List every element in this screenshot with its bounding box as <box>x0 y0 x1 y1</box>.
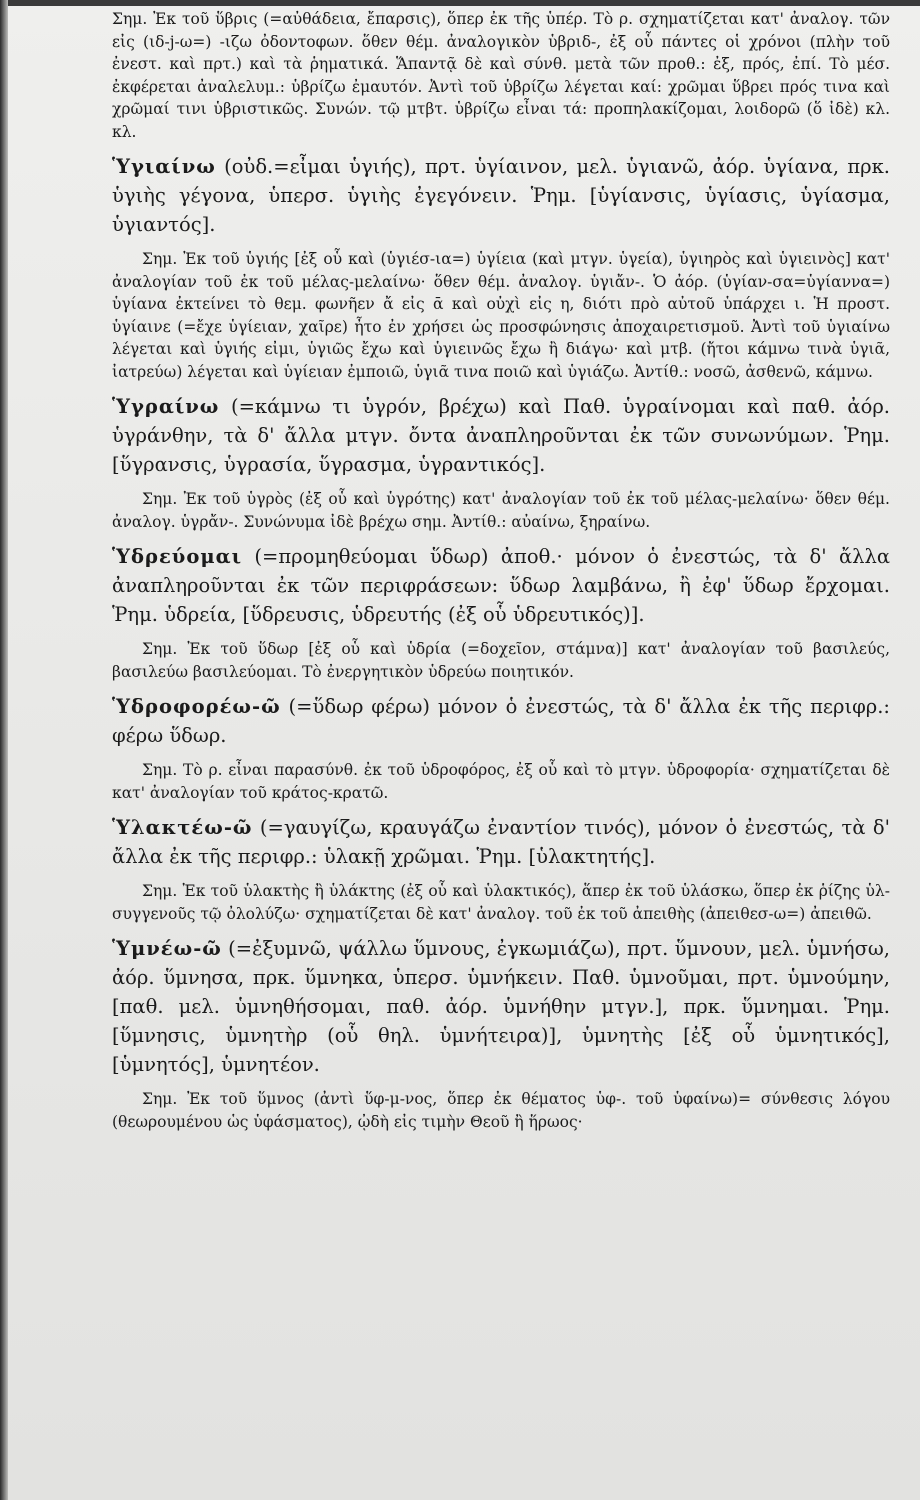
note-hydrophoreo: Σημ. Τὸ ρ. εἶναι παρασύνθ. ἐκ τοῦ ὑδροφόρος, ἐξ οὗ καὶ τὸ μτγν. ὑδροφορία· σχηματίζεται δὲ κατ' ἀναλογίαν τοῦ κράτος-κρατῶ. <box>112 761 890 802</box>
entry-hydrophoreo: Ὑδροφορέω-ῶ (=ὕδωρ φέρω) μόνον ὁ ἐνεστώς, τὰ δ' ἄλλα ἐκ τῆς περιφρ.: φέρω ὕδωρ. <box>112 695 890 747</box>
entry-hydreuomai: Ὑδρεύομαι (=προμηθεύομαι ὕδωρ) ἀποθ.· μόνον ὁ ἐνεστώς, τὰ δ' ἄλλα ἀναπληροῦνται ἐκ τῶν περιφράσεων: ὕδωρ λαμβάνω, ἢ ἐφ' ὕδωρ ἔρχομαι. Ῥημ. ὑδρεία, [ὕδρευσις, ὑδρευτής (ἐξ οὗ ὑδρευτικός)]. <box>112 545 890 626</box>
headword: Ὑδροφορέω-ῶ <box>112 695 281 718</box>
note-hybrizo: Σημ. Ἐκ τοῦ ὕβρις (=αὐθάδεια, ἔπαρσις), ὅπερ ἐκ τῆς ὑπέρ. Τὸ ρ. σχηματίζεται κατ' ἀναλογ. τῶν εἰς (ιδ-j-ω=) -ιζω ὀδοντοφων. ὅθεν θέμ. ἀναλογικὸν ὑβριδ-, ἐξ οὗ πάντες οἱ χρόνοι (πλὴν τοῦ ἐνεστ. καὶ πρτ.) καὶ τὰ ῥηματικά. Ἅπαντᾷ δὲ καὶ σύνθ. μετὰ τῶν προθ.: ἐξ, πρός, ἐπί. Τὸ μέσ. ἐκφέρεται ἀναλελυμ.: ὑβρίζω ἐμαυτόν. Ἀντὶ τοῦ ὑβρίζω λέγεται καί: χρῶμαι ὕβρει πρός τινα καὶ χρῶμαί τινι ὑβριστικῶς. Συνών. τῷ μτβτ. ὑβρίζω εἶναι τά: προπηλακίζομαι, λοιδορῶ (ὅ ἰδὲ) κλ. κλ. <box>112 10 890 141</box>
note-hydreuomai: Σημ. Ἐκ τοῦ ὕδωρ [ἐξ οὗ καὶ ὑδρία (=δοχεῖον, στάμνα)] κατ' ἀναλογίαν τοῦ βασιλεύς, βασιλεύω βασιλεύομαι. Τὸ ἐνεργητικὸν ὑδρεύω ποιητικόν. <box>112 640 890 681</box>
entry-hygiaino: Ὑγιαίνω (οὐδ.=εἶμαι ὑγιής), πρτ. ὑγίαινον, μελ. ὑγιανῶ, ἀόρ. ὑγίανα, πρκ. ὑγιὴς γέγονα, ὑπερσ. ὑγιὴς ἐγεγόνειν. Ῥημ. [ὑγίανσις, ὑγίασις, ὑγίασμα, ὑγιαντός]. <box>112 155 890 236</box>
headword: Ὑγραίνω <box>112 395 220 418</box>
headword: Ὑλακτέω-ῶ <box>112 816 253 839</box>
entry-hygraino: Ὑγραίνω (=κάμνω τι ὑγρόν, βρέχω) καὶ Παθ. ὑγραίνομαι καὶ παθ. ἀόρ. ὑγράνθην, τὰ δ' ἄλλα μτγν. ὄντα ἀναπληροῦνται ἐκ τῶν συνωνύμων. Ῥημ. [ὕγρανσις, ὑγρασία, ὕγρασμα, ὑγραντικός]. <box>112 395 890 476</box>
entry-hymneo: Ὑμνέω-ῶ (=ἐξυμνῶ, ψάλλω ὕμνους, ἐγκωμιάζω), πρτ. ὕμνουν, μελ. ὑμνήσω, ἀόρ. ὕμνησα, πρκ. ὕμνηκα, ὑπερσ. ὑμνήκειν. Παθ. ὑμνοῦμαι, πρτ. ὑμνούμην, [παθ. μελ. ὑμνηθήσομαι, παθ. ἀόρ. ὑμνήθην μτγν.], πρκ. ὕμνημαι. Ῥημ. [ὕμνησις, ὑμνητὴρ (οὗ θηλ. ὑμνήτειρα)], ὑμνητὴς [ἐξ οὗ ὑμνητικός], [ὑμνητός], ὑμνητέον. <box>112 937 890 1076</box>
scan-top-edge <box>0 0 920 6</box>
headword: Ὑγιαίνω <box>112 155 216 178</box>
note-hygraino: Σημ. Ἐκ τοῦ ὑγρὸς (ἐξ οὗ καὶ ὑγρότης) κατ' ἀναλογίαν τοῦ ἐκ τοῦ μέλας-μελαίνω· ὅθεν θέμ. ἀναλογ. ὑγρἄν-. Συνώνυμα ἰδὲ βρέχω σημ. Ἀντίθ.: αὐαίνω, ξηραίνω. <box>112 490 890 531</box>
note-hymneo: Σημ. Ἐκ τοῦ ὕμνος (ἀντὶ ὕφ-μ-νος, ὅπερ ἐκ θέματος ὑφ-. τοῦ ὑφαίνω)= σύνθεσις λόγου (θεωρουμένου ὡς ὑφάσματος), ᾠδὴ εἰς τιμὴν Θεοῦ ἢ ἥρωος· <box>112 1090 890 1131</box>
scan-left-edge <box>0 0 8 1500</box>
headword: Ὑδρεύομαι <box>112 545 243 568</box>
headword: Ὑμνέω-ῶ <box>112 937 222 960</box>
note-hylakteo: Σημ. Ἐκ τοῦ ὑλακτὴς ἢ ὑλάκτης (ἐξ οὗ καὶ ὑλακτικός), ἅπερ ἐκ τοῦ ὑλάσκω, ὅπερ ἐκ ῥίζης ὑλ- συγγενοῦς τῷ ὀλολύζω· σχηματίζεται δὲ κατ' ἀναλογ. τοῦ ἐκ τοῦ ἀπειθὴς (ἀπειθεσ-ω=) ἀπειθῶ. <box>112 882 890 923</box>
entry-hylakteo: Ὑλακτέω-ῶ (=γαυγίζω, κραυγάζω ἐναντίον τινός), μόνον ὁ ἐνεστώς, τὰ δ' ἄλλα ἐκ τῆς περιφρ.: ὑλακῇ χρῶμαι. Ῥημ. [ὑλακτητής]. <box>112 816 890 868</box>
note-hygiaino: Σημ. Ἐκ τοῦ ὑγιής [ἐξ οὗ καὶ (ὑγιέσ-ια=) ὑγίεια (καὶ μτγν. ὑγεία), ὑγιηρὸς καὶ ὑγιεινὸς] κατ' ἀναλογίαν τοῦ ἐκ τοῦ μέλας-μελαίνω· ὅθεν θέμ. ἀναλογ. ὑγιἄν-. Ὁ ἀόρ. (ὑγίαν-σα=ὑγίαννα=) ὑγίανα ἐκτείνει τὸ θεμ. φωνῆεν ἄ εἰς ᾱ καὶ οὐχὶ εἰς η, διότι πρὸ αὐτοῦ ὑπάρχει ι. Ἡ προστ. ὑγίαινε (=ἔχε ὑγίειαν, χαῖρε) ἦτο ἐν χρήσει ὡς προσφώνησις ἀποχαιρετισμοῦ. Ἀντὶ τοῦ ὑγιαίνω λέγεται καὶ ὑγιής εἰμι, ὑγιῶς ἔχω καὶ ὑγιεινῶς ἔχω ἢ διάγω· καὶ μτβ. (ἤτοι κάμνω τινὰ ὑγιᾶ, ἰατρεύω) λέγεται καὶ ὑγίειαν ἐμποιῶ, ὑγιᾶ τινα ποιῶ καὶ ὑγιάζω. Ἀντίθ.: νοσῶ, ἀσθενῶ, κάμνω. <box>112 250 890 381</box>
